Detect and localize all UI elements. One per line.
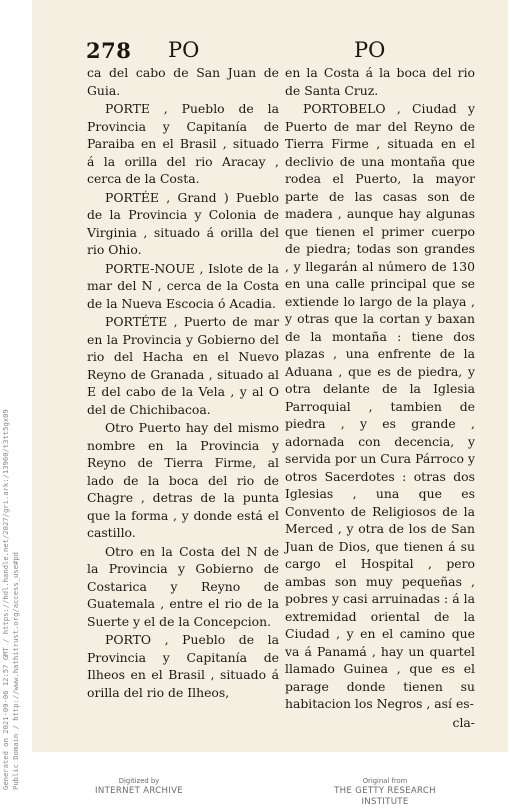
left-column [87, 64, 279, 702]
entry-paragraph: ca del cabo de San Juan de Guia. [87, 65, 279, 98]
running-head-left: PO [168, 38, 200, 62]
entry-paragraph: PORTE-NOUE , Islote de la mar del N , cerca de la Costa de la Nueva Escocia ó Acadia. [87, 260, 279, 311]
entry-paragraph: Otro en la Costa del N de la Provincia y Gobierno de Costarica y Reyno de Guatemala , entre el rio de la Suerte y el de la Concepcion. [87, 543, 279, 629]
original-from-label: Original from [362, 777, 408, 785]
running-head-right: PO [354, 38, 386, 62]
page-number: 278 [86, 38, 132, 63]
entry-paragraph: PORTOBELO , Ciudad y Puerto de mar del Reyno de Tierra Firme , situada en el declivio de una montaña que rodea el Puerto, la mayor parte de las casas son de madera , aunque hay algunas que tienen el primer cuerpo de piedra; todas son grandes , y llegarán al número de 130 en una calle principal que se extiende lo largo de la playa , y otras que la cortan y baxan de la montaña : tiene dos plazas , una enfrente de la Aduana , que es de piedra, y otra delante de la Iglesia Parroquial , tambien de piedra , y es grande , adornada con decencia, y servida por un Cura Párroco y otros Sacerdotes : otras dos Iglesias , una que es Convento de Religiosos de la Merced , y otra de los de San Juan de Dios, que tienen á su cargo el Hospital , pero ambas son muy pequeñas , pobres y casi arruinadas : á la extremidad oriental de la Ciudad , y en el camino que va á Panamá , hay un quartel llamado Guinea , que es el parage donde tienen su habitacion los Negros , así es- [285, 101, 475, 711]
provenance-line-1: Generated on 2021-09-06 12:57 GMT / https://hdl.handle.net/2027/gri.ark:/13960/t3tt5gx09 [1, 409, 10, 790]
entry-paragraph: Otro Puerto hay del mismo nombre en la Provincia y Reyno de Tierra Firme, al lado de la boca del rio de Chagre , detras de la punta que la forma , y donde está el castillo. [87, 420, 279, 540]
entry-paragraph: PORTE , Pueblo de la Provincia y Capitanía de Paraiba en el Brasil , situado á la orilla del rio Aracay , cerca de la Costa. [87, 101, 279, 186]
entry-paragraph: PORTÉTE , Puerto de mar en la Provincia y Gobierno del rio del Hacha en el Nuevo Reyno de Granada , situado al E del cabo de la Vela , y al O del de Chichibacoa. [87, 314, 279, 417]
provenance-line-2: Public Domain / http://www.hathitrust.org/access_use#pd [11, 552, 20, 790]
internet-archive-label: INTERNET ARCHIVE [95, 786, 183, 796]
catchword: cla- [452, 714, 475, 730]
digitized-by-label: Digitized by [118, 777, 160, 785]
getty-label: THE GETTY RESEARCH INSTITUTE [334, 786, 436, 807]
source-credit [310, 777, 460, 808]
entry-paragraph: PORTÉE , Grand ) Pueblo de la Provincia y Colonia de Virginia , situado á orilla del rio Ohio. [87, 189, 279, 257]
entry-paragraph: PORTO , Pueblo de la Provincia y Capitanía de Ilheos en el Brasil , situado á orilla del rio de Ilheos, [87, 632, 279, 700]
right-column [285, 64, 475, 732]
digitizer-credit [74, 777, 204, 797]
entry-paragraph: en la Costa á la boca del rio de Santa Cruz. [285, 65, 475, 98]
provenance-watermark [1, 409, 21, 790]
